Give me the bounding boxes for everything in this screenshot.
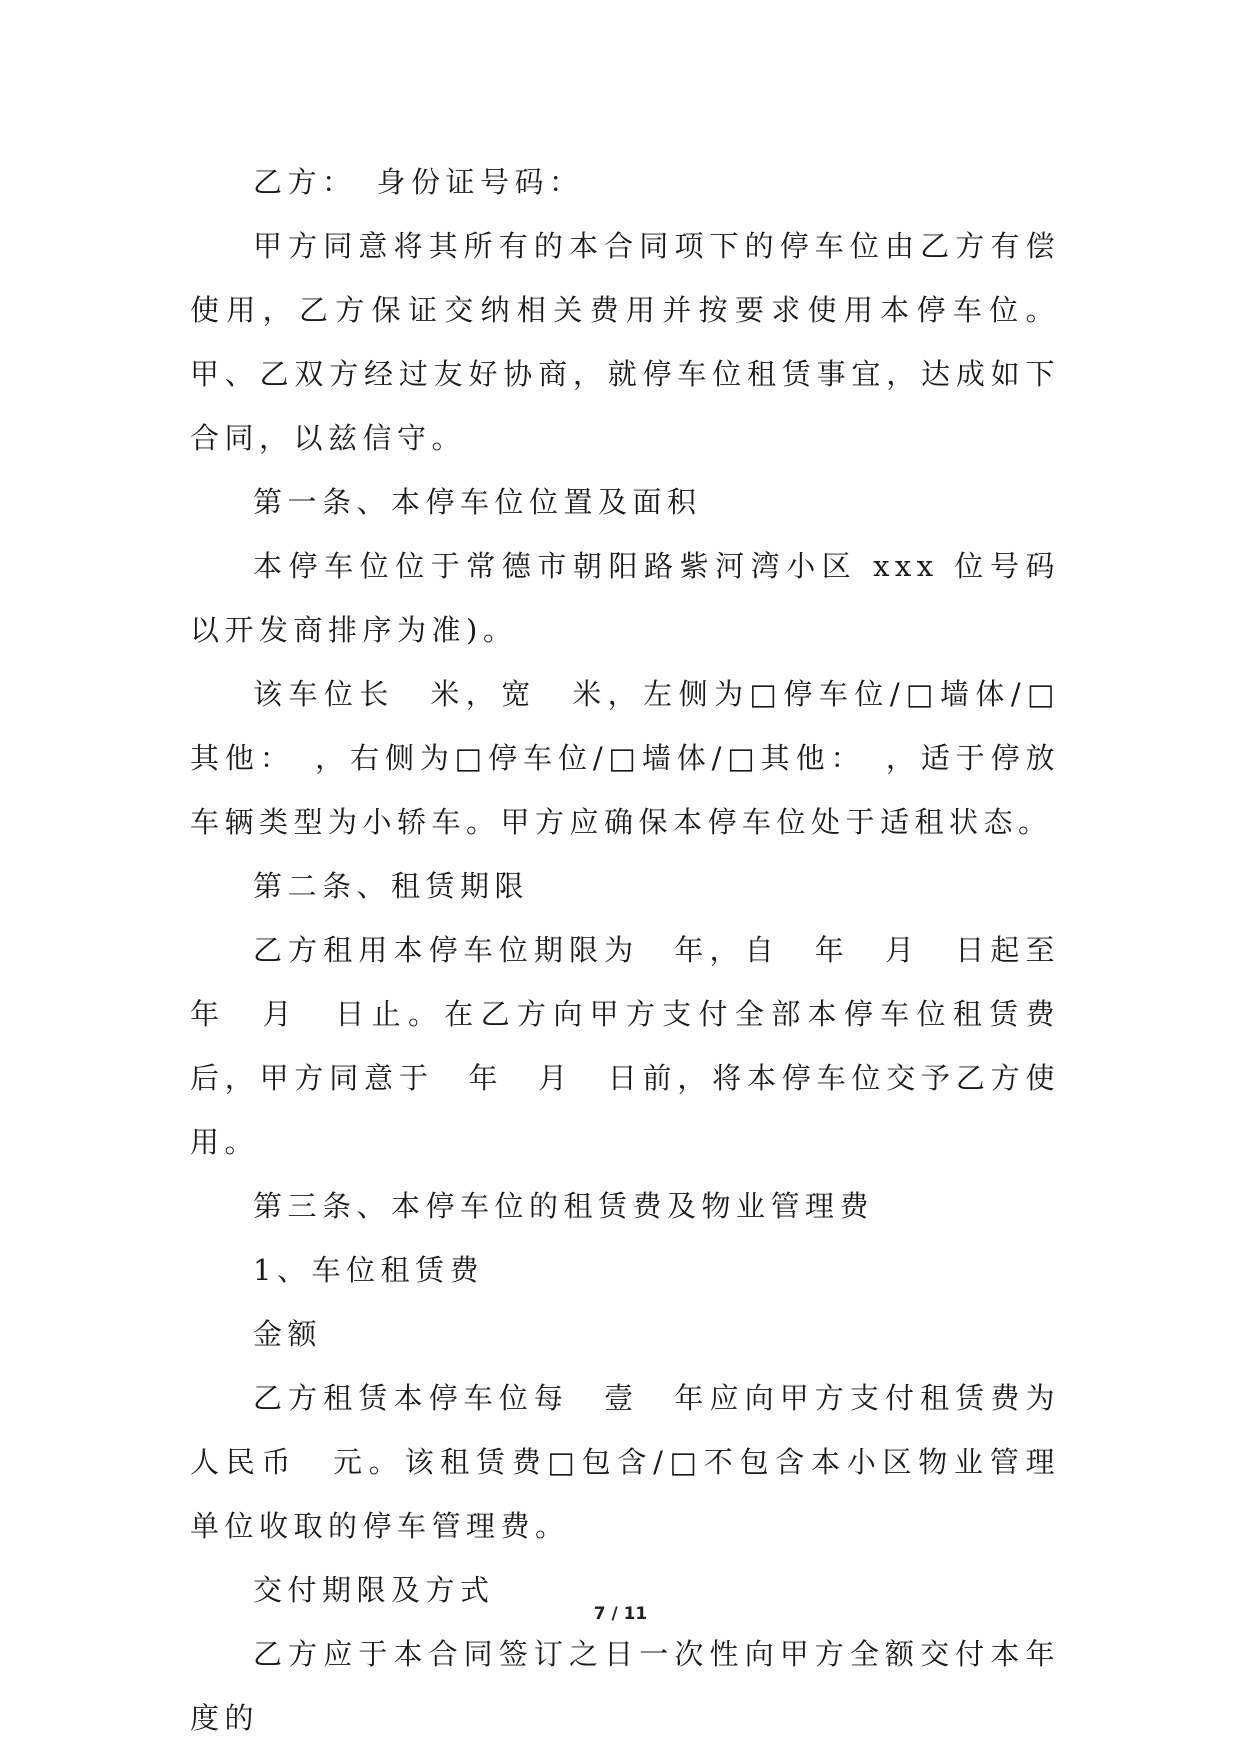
agreement-intro-paragraph: 甲方同意将其所有的本合同项下的停车位由乙方有偿使用，乙方保证交纳相关费用并按要求使用本停车位。甲、乙双方经过友好协商，就停车位租赁事宜，达成如下合同，以兹信守。: [190, 229, 1060, 455]
page-number: 7 / 11: [593, 1604, 648, 1624]
document-body: [190, 150, 1095, 1750]
party-b-id-line: 乙方： 身份证号码：: [253, 165, 584, 199]
article-1-heading: 第一条、本停车位位置及面积: [253, 485, 702, 519]
article-3-heading: 第三条、本停车位的租赁费及物业管理费: [253, 1189, 875, 1223]
rent-subheading: 1、车位租赁费: [253, 1253, 484, 1287]
parking-size-paragraph: 该车位长 米，宽 米，左侧为□停车位/□墙体/□其他： ，右侧为□停车位/□墙体/□其他： ，适于停放车辆类型为小轿车。甲方应确保本停车位处于适租状态。: [190, 677, 1060, 839]
lease-term-paragraph: 乙方租用本停车位期限为 年，自 年 月 日起至 年 月 日止。在乙方向甲方支付全部本停车位租赁费后，甲方同意于 年 月 日前，将本停车位交予乙方使用。: [190, 933, 1095, 1159]
payment-terms-subheading: 交付期限及方式: [253, 1573, 495, 1607]
amount-subheading: 金额: [253, 1317, 323, 1351]
article-2-heading: 第二条、租赁期限: [253, 869, 530, 903]
payment-terms-paragraph: 乙方应于本合同签订之日一次性向甲方全额交付本年度的: [190, 1637, 1060, 1735]
parking-location-paragraph: 本停车位位于常德市朝阳路紫河湾小区 xxx 位号码以开发商排序为准)。: [190, 549, 1060, 647]
rent-amount-paragraph: 乙方租赁本停车位每 壹 年应向甲方支付租赁费为人民币 元。该租赁费□包含/□不包含本小区物业管理单位收取的停车管理费。: [190, 1381, 1060, 1543]
